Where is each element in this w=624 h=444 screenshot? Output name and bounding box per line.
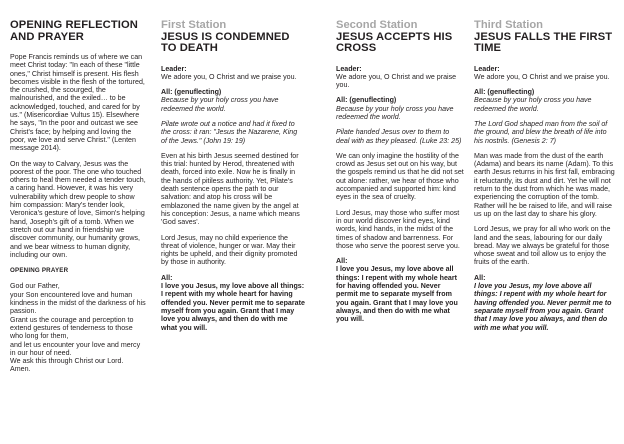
prayer-line: God our Father, [10, 282, 60, 291]
closing-prayer [474, 274, 616, 332]
leader-text: We adore you, O Christ and we praise you. [474, 72, 610, 81]
reflection-1: We can only imagine the hostility of the crowd as Jesus set out on his way, but the gospels remind us that he did not set out alone: rather, we hear of those who accompanied and supported him: kind eyes in the sea of cruelty. [336, 151, 464, 202]
reflection-2: Lord Jesus, may no child experience the threat of violence, hunger or war. May their rights be upheld, and their dignity promoted by those in authority. [161, 233, 298, 267]
third-station-column [474, 20, 616, 339]
second-station-column [336, 20, 464, 331]
leader-text: We adore you, O Christ and we praise you. [336, 72, 457, 90]
station-number: Second Station [336, 19, 418, 31]
station-title: JESUS FALLS THE FIRST TIME [474, 30, 613, 54]
closing-prayer-text: I love you Jesus, my love above all things: I repent with my whole heart for having offended you. Never permit me to separate myself from you again. Grant that I may love you always, and then do with me what you will. [474, 282, 612, 332]
first-station-column [161, 20, 305, 339]
all-label-2: All: [474, 273, 486, 282]
closing-prayer-text: I love you Jesus, my love above all things: I repent with my whole heart for having offended you. Never permit me to separate myself from you again. Grant that I may love you always, and then do with me what you will. [336, 265, 458, 324]
all-response: Because by your holy cross you have redeemed the world. [161, 96, 279, 113]
closing-prayer [161, 274, 305, 332]
station-title: JESUS ACCEPTS HIS CROSS [336, 30, 453, 54]
all-block [336, 96, 464, 121]
closing-prayer [336, 257, 464, 323]
prayer-line: We ask this through Christ our Lord. [10, 357, 124, 366]
reflection-2: Lord Jesus, we pray for all who work on the land and the seas, labouring for our daily bread. May we always be grateful for those whose sweat and toil allow us to enjoy the fruits of the earth. [474, 225, 611, 267]
opening-prayer [10, 282, 146, 373]
all-response: Because by your holy cross you have redeemed the world. [336, 104, 454, 121]
all-label-2: All: [161, 273, 173, 282]
opening-prayer-heading: OPENING PRAYER [10, 267, 69, 275]
reflection-1: Man was made from the dust of the earth (Adama) and bears its name (Adam). To this earth Jesus returns in his first fall, embracing it reluctantly, its dust and dirt. Yet he will not return to the dust from which he was made, experiencing the corruption of the tomb. Rather will he be raised to life, and will raise us up on the last day to share his glory. [474, 151, 615, 218]
prayer-line: and let us encounter your love and mercy in our hour of need. [10, 340, 141, 357]
leader-label: Leader: [161, 64, 187, 73]
prayer-line: Amen. [10, 365, 31, 374]
prayer-line: your Son encountered love and human kindness in the midst of the darkness of his passion. [10, 290, 146, 316]
all-response: Because by your holy cross you have redeemed the world. [474, 96, 592, 113]
all-label: All: (genuflecting) [336, 96, 397, 105]
reflection-1: Even at his birth Jesus seemed destined for this trial: hunted by Herod, threatened with death, forced into exile. Now he is finally in the hands of pitiless authority. Yet, Pilate's death sentence opens the path to our salvation: and atop his cross will be emblazoned the name given by the angel at his conception: Jesus, a name which means 'God saves'. [161, 151, 300, 227]
reflection-2: Lord Jesus, may those who suffer most in our world discover kind eyes, kind words, kind hands, in the midst of the times of shadow and barrenness. For those who serve the poorest serve you. [336, 208, 460, 250]
station-number: Third Station [474, 19, 543, 31]
leader-label: Leader: [336, 64, 362, 73]
scripture-reading: Pilate handed Jesus over to them to deal with as they pleased. (Luke 23: 25) [336, 128, 462, 145]
closing-prayer-text: I love you Jesus, my love above all things: I repent with my whole heart for having offended you. Never permit me to separate myself from you again. Grant that I may love you always, and then do with me what you will. [161, 282, 305, 332]
leader-block [336, 65, 464, 90]
prayer-line: Grant us the courage and perception to extend gestures of tenderness to those who long for them, [10, 315, 134, 341]
station-title: JESUS IS CONDEMNED TO DEATH [161, 30, 290, 54]
scripture-reading: The Lord God shaped man from the soil of the ground, and blew the breath of life into his nostrils. (Genesis 2: 7) [474, 119, 608, 145]
all-block [161, 88, 305, 113]
all-label: All: (genuflecting) [474, 88, 535, 97]
opening-heading: OPENING REFLECTION AND PRAYER [10, 19, 138, 43]
opening-column [10, 20, 146, 374]
all-label: All: (genuflecting) [161, 88, 222, 97]
scripture-reading: Pilate wrote out a notice and had it fixed to the cross: it ran: "Jesus the Nazarene, King of the Jews." (John 19: 19) [161, 119, 298, 145]
all-block [474, 88, 616, 113]
opening-paragraph-1: Pope Francis reminds us of where we can meet Christ today: "In each of these "little ones," Christ himself is present. His flesh becomes visible in the flesh of the tortured, the crushed, the scourged, the malnourished, and the exiled… to be acknowledged, touched, and cared for by us." (Misericordiae Vultus 15). Elsewhere he says, "In the poor and outcast we see Christ's face; by helping and loving the poor, we love and serve Christ." (Lenten message 2014). [10, 53, 145, 153]
leader-block [161, 65, 305, 82]
leader-block [474, 65, 616, 82]
leader-text: We adore you, O Christ and we praise you. [161, 72, 297, 81]
opening-paragraph-2: On the way to Calvary, Jesus was the poorest of the poor. The one who touched others to heal them needed a tender touch, a caring hand. However, it was his very vulnerability which drew people to show him compassion: Mary's tender look, Veronica's gesture of love, Simon's helping hand, Joseph's gift of a tomb. When we stretch out our hand in friendship we discover community, our humanity grows, and we bear witness to human dignity, including our own. [10, 159, 146, 259]
all-label-2: All: [336, 257, 348, 266]
leader-label: Leader: [474, 64, 500, 73]
station-number: First Station [161, 19, 227, 31]
